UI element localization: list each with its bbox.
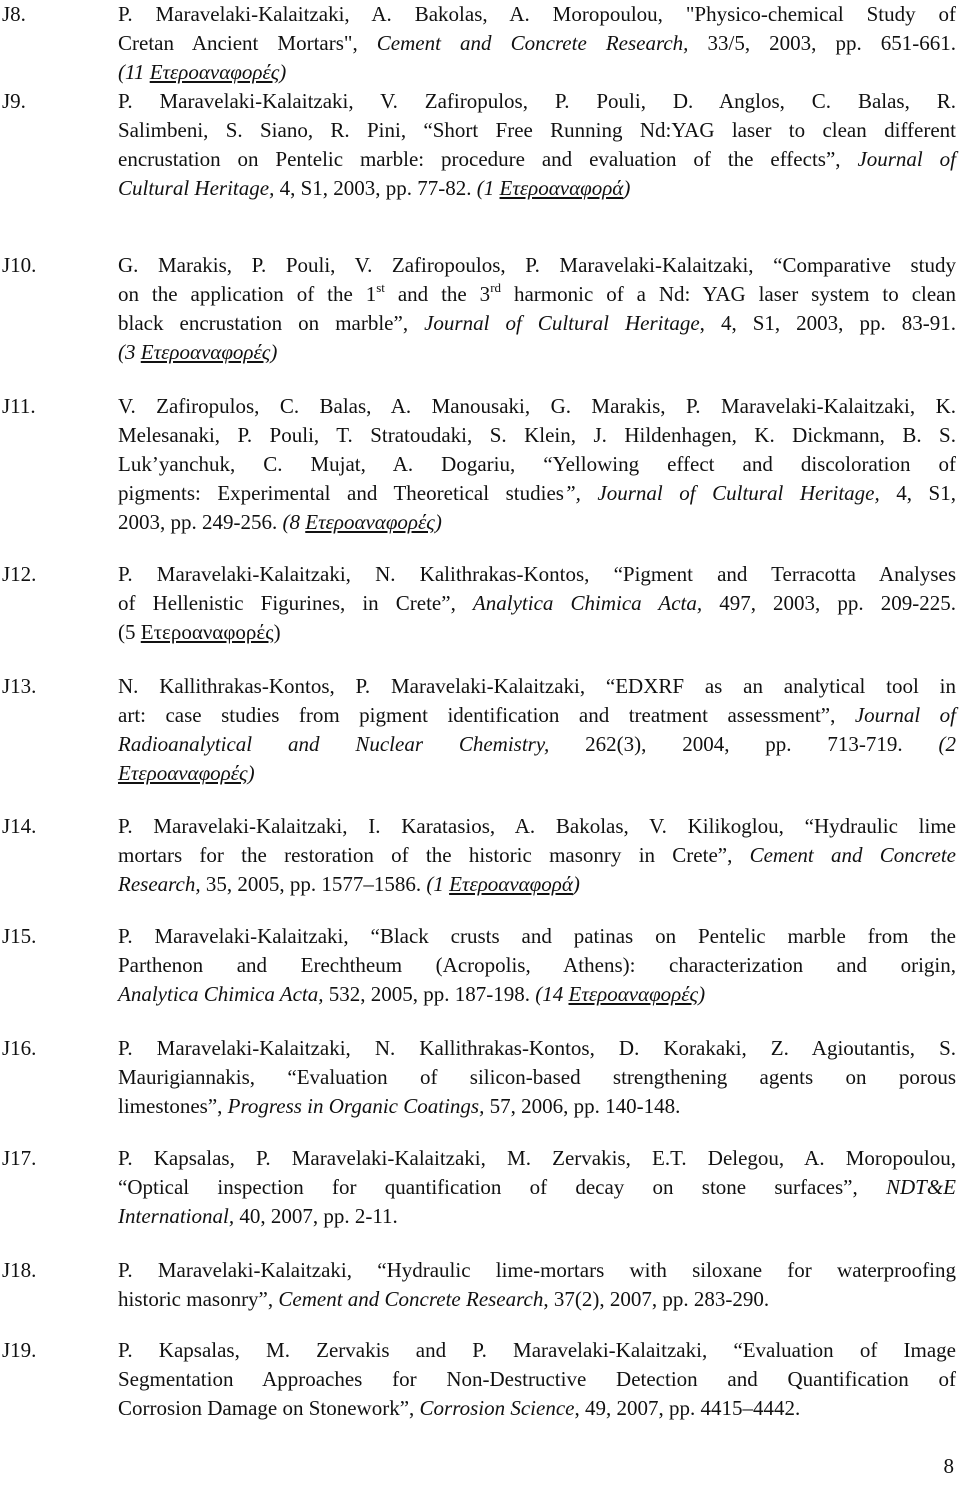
citation-count-link: Ετεροαναφορές: [140, 620, 274, 644]
reference-fragment: 497, 2003, pp. 209-225.: [702, 591, 956, 615]
reference-text: [118, 251, 956, 367]
reference-text: [118, 1256, 956, 1314]
reference-line: [118, 1092, 956, 1121]
citation-count-link: Ετεροαναφορά: [499, 176, 624, 200]
reference-fragment: P. Maravelaki-Kalaitzaki, V. Zafiropulos, P. Pouli, D. Anglos, C. Balas, R.: [118, 89, 956, 113]
reference-fragment: Research,: [118, 872, 201, 896]
reference-fragment: 2003, pp. 249-256.: [118, 510, 283, 534]
reference-fragment: on the application of the 1: [118, 282, 377, 306]
reference-number: J18.: [2, 1258, 37, 1282]
reference-line: [118, 280, 956, 309]
reference-number: J8.: [2, 2, 26, 26]
reference-number: J15.: [2, 924, 37, 948]
reference-line: [118, 1256, 956, 1285]
reference-fragment: and the 3: [384, 282, 491, 306]
reference-fragment: Melesanaki, P. Pouli, T. Stratoudaki, S. Klein, J. Hildenhagen, K. Dickmann, B. S.: [118, 423, 956, 447]
reference-line: [118, 1285, 956, 1314]
reference-fragment: 4, S1, 2003, pp. 77-82.: [274, 176, 477, 200]
reference-text: [118, 1034, 956, 1121]
reference-fragment: ): [698, 982, 706, 1006]
reference-fragment: N. Kallithrakas-Kontos, P. Maravelaki-Kalaitzaki, “EDXRF as an analytical tool in: [118, 674, 956, 698]
reference-line: [118, 116, 956, 145]
reference-line: [118, 672, 956, 701]
reference-fragment: rd: [490, 280, 502, 295]
reference-fragment: 57, 2006, pp. 140-148.: [484, 1094, 681, 1118]
reference-fragment: black encrustation on marble”,: [118, 311, 425, 335]
reference-text: [118, 672, 956, 788]
reference-text: [118, 1144, 956, 1231]
reference-fragment: Progress in Organic Coatings,: [227, 1094, 485, 1118]
reference-fragment: P. Maravelaki-Kalaitzaki, “Hydraulic lime-mortars with siloxane for waterproofing: [118, 1258, 956, 1282]
reference-fragment: 40, 2007, pp. 2-11.: [234, 1204, 398, 1228]
reference-fragment: V. Zafiropulos, C. Balas, A. Manousaki, G. Marakis, P. Maravelaki-Kalaitzaki, K.: [118, 394, 956, 418]
reference-fragment: ): [279, 60, 287, 84]
reference-line: [118, 922, 956, 951]
reference-line: [118, 841, 956, 870]
reference-fragment: (11: [118, 60, 150, 84]
reference-fragment: (8: [282, 510, 306, 534]
reference-fragment: Segmentation Approaches for Non-Destructive Detection and Quantification of: [118, 1367, 956, 1391]
reference-fragment: (5: [118, 620, 141, 644]
reference-line: [118, 1173, 956, 1202]
reference-line: [118, 560, 956, 589]
reference-line: [118, 0, 956, 29]
reference-line: [118, 251, 956, 280]
reference-line: [118, 951, 956, 980]
reference-fragment: Analytica Chimica Acta,: [472, 591, 703, 615]
reference-line: [118, 338, 956, 367]
reference-line: [118, 812, 956, 841]
reference-fragment: Cretan Ancient Mortars",: [118, 31, 377, 55]
reference-number: J19.: [2, 1338, 37, 1362]
reference-text: [118, 0, 956, 87]
reference-fragment: Journal of: [854, 703, 956, 727]
reference-fragment: , 4, S1, 2003, pp. 83-91.: [699, 311, 956, 335]
reference-text: [118, 922, 956, 1009]
reference-fragment: st: [376, 280, 385, 295]
reference-fragment: Radioanalytical and Nuclear Chemistry,: [118, 732, 550, 756]
reference-fragment: Cement and Concrete: [749, 843, 956, 867]
reference-fragment: 35, 2005, pp. 1577–1586.: [200, 872, 427, 896]
reference-fragment: harmonic of a Nd: YAG laser system to clean: [501, 282, 956, 306]
reference-fragment: P. Maravelaki-Kalaitzaki, A. Bakolas, A. Moropoulou, "Physico-chemical Study of: [118, 2, 956, 26]
reference-line: [118, 58, 956, 87]
reference-fragment: ): [247, 761, 255, 785]
citation-count-link: Ετεροαναφορές: [140, 340, 271, 364]
reference-line: [118, 392, 956, 421]
reference-fragment: ): [273, 620, 281, 644]
reference-line: [118, 174, 956, 203]
citation-count-link: Ετεροαναφορές: [568, 982, 699, 1006]
reference-line: [118, 145, 956, 174]
reference-fragment: Journal of: [857, 147, 956, 171]
reference-line: [118, 421, 956, 450]
reference-fragment: Maurigiannakis, “Evaluation of silicon-based strengthening agents on porous: [118, 1065, 956, 1089]
reference-fragment: “Optical inspection for quantification of decay on stone surfaces”,: [118, 1175, 886, 1199]
reference-line: [118, 1034, 956, 1063]
reference-line: [118, 508, 956, 537]
reference-number: J10.: [2, 253, 37, 277]
reference-line: [118, 870, 956, 899]
reference-fragment: G. Marakis, P. Pouli, V. Zafiropoulos, P. Maravelaki-Kalaitzaki, “Comparative study: [118, 253, 956, 277]
reference-fragment: Analytica Chimica Acta,: [118, 982, 324, 1006]
reference-line: [118, 1394, 956, 1423]
reference-fragment: P. Maravelaki-Kalaitzaki, I. Karatasios, A. Bakolas, V. Kilikoglou, “Hydraulic lime: [118, 814, 956, 838]
reference-line: [118, 1336, 956, 1365]
reference-fragment: ): [270, 340, 278, 364]
reference-fragment: historic masonry”,: [118, 1287, 279, 1311]
reference-fragment: , 37(2), 2007, pp. 283-290.: [543, 1287, 770, 1311]
reference-line: [118, 29, 956, 58]
reference-number: J16.: [2, 1036, 37, 1060]
reference-line: [118, 450, 956, 479]
reference-fragment: P. Maravelaki-Kalaitzaki, “Black crusts and patinas on Pentelic marble from the: [118, 924, 956, 948]
reference-fragment: P. Maravelaki-Kalaitzaki, N. Kallithrakas-Kontos, D. Korakaki, Z. Agioutantis, S.: [118, 1036, 956, 1060]
reference-fragment: ): [434, 510, 442, 534]
reference-text: [118, 392, 956, 537]
reference-fragment: Corrosion Science: [419, 1396, 575, 1420]
reference-fragment: (1: [426, 872, 450, 896]
reference-line: [118, 589, 956, 618]
reference-fragment: ”, Journal of Cultural Heritage,: [563, 481, 880, 505]
reference-number: J17.: [2, 1146, 37, 1170]
reference-line: [118, 759, 956, 788]
reference-line: [118, 701, 956, 730]
reference-fragment: P. Kapsalas, M. Zervakis and P. Maravelaki-Kalaitzaki, “Evaluation of Image: [118, 1338, 956, 1362]
reference-line: [118, 1365, 956, 1394]
reference-line: [118, 1202, 956, 1231]
reference-number: J14.: [2, 814, 37, 838]
reference-fragment: ): [623, 176, 631, 200]
reference-fragment: Cultural Heritage,: [118, 176, 275, 200]
page-number: 8: [943, 1454, 954, 1478]
reference-line: [118, 309, 956, 338]
reference-line: [118, 1144, 956, 1173]
reference-fragment: art: case studies from pigment identification and treatment assessment”,: [118, 703, 855, 727]
citation-count-link: Ετεροαναφορές: [149, 60, 280, 84]
reference-fragment: Corrosion Damage on Stonework”,: [118, 1396, 420, 1420]
citation-count-link: Ετεροαναφορές: [305, 510, 435, 534]
reference-line: [118, 730, 956, 759]
reference-fragment: (14: [535, 982, 569, 1006]
reference-text: [118, 812, 956, 899]
reference-fragment: ): [572, 872, 580, 896]
reference-fragment: P. Kapsalas, P. Maravelaki-Kalaitzaki, M. Zervakis, E.T. Delegou, A. Moropoulou,: [118, 1146, 956, 1170]
reference-fragment: (2: [938, 732, 956, 756]
reference-fragment: Parthenon and Erechtheum (Acropolis, Athens): characterization and origin,: [118, 953, 956, 977]
reference-text: [118, 87, 956, 203]
reference-number: J11.: [2, 394, 36, 418]
reference-fragment: encrustation on Pentelic marble: procedure and evaluation of the effects”,: [118, 147, 858, 171]
citation-count-link: Ετεροαναφορές: [118, 761, 248, 785]
reference-fragment: Cement and Concrete Research: [278, 1287, 544, 1311]
reference-line: [118, 479, 956, 508]
reference-fragment: International,: [118, 1204, 235, 1228]
reference-fragment: Salimbeni, S. Siano, R. Pini, “Short Free Running Nd:YAG laser to clean different: [118, 118, 956, 142]
reference-fragment: Journal of Cultural Heritage: [424, 311, 700, 335]
reference-fragment: P. Maravelaki-Kalaitzaki, N. Kalithrakas-Kontos, “Pigment and Terracotta Analyses: [118, 562, 956, 586]
reference-fragment: (1: [476, 176, 500, 200]
reference-line: [118, 1063, 956, 1092]
reference-fragment: pigments: Experimental and Theoretical studies: [118, 481, 564, 505]
reference-line: [118, 980, 956, 1009]
reference-number: J9.: [2, 89, 26, 113]
reference-fragment: of Hellenistic Figurines, in Crete”,: [118, 591, 473, 615]
reference-fragment: , 49, 2007, pp. 4415–4442.: [574, 1396, 801, 1420]
reference-fragment: limestones”,: [118, 1094, 228, 1118]
reference-fragment: 532, 2005, pp. 187-198.: [323, 982, 536, 1006]
citation-count-link: Ετεροαναφορά: [449, 872, 573, 896]
reference-text: [118, 1336, 956, 1423]
reference-line: [118, 618, 956, 647]
reference-fragment: mortars for the restoration of the historic masonry in Crete”,: [118, 843, 750, 867]
reference-fragment: NDT&E: [885, 1175, 956, 1199]
reference-fragment: 4, S1,: [879, 481, 956, 505]
reference-fragment: 33/5, 2003, pp. 651-661.: [688, 31, 957, 55]
reference-number: J13.: [2, 674, 37, 698]
reference-line: [118, 87, 956, 116]
reference-text: [118, 560, 956, 647]
reference-fragment: 262(3), 2004, pp. 713-719.: [549, 732, 939, 756]
reference-fragment: Luk’yanchuk, C. Mujat, A. Dogariu, “Yellowing effect and discoloration of: [118, 452, 956, 476]
reference-fragment: (3: [118, 340, 141, 364]
reference-number: J12.: [2, 562, 37, 586]
reference-fragment: Cement and Concrete Research,: [376, 31, 689, 55]
